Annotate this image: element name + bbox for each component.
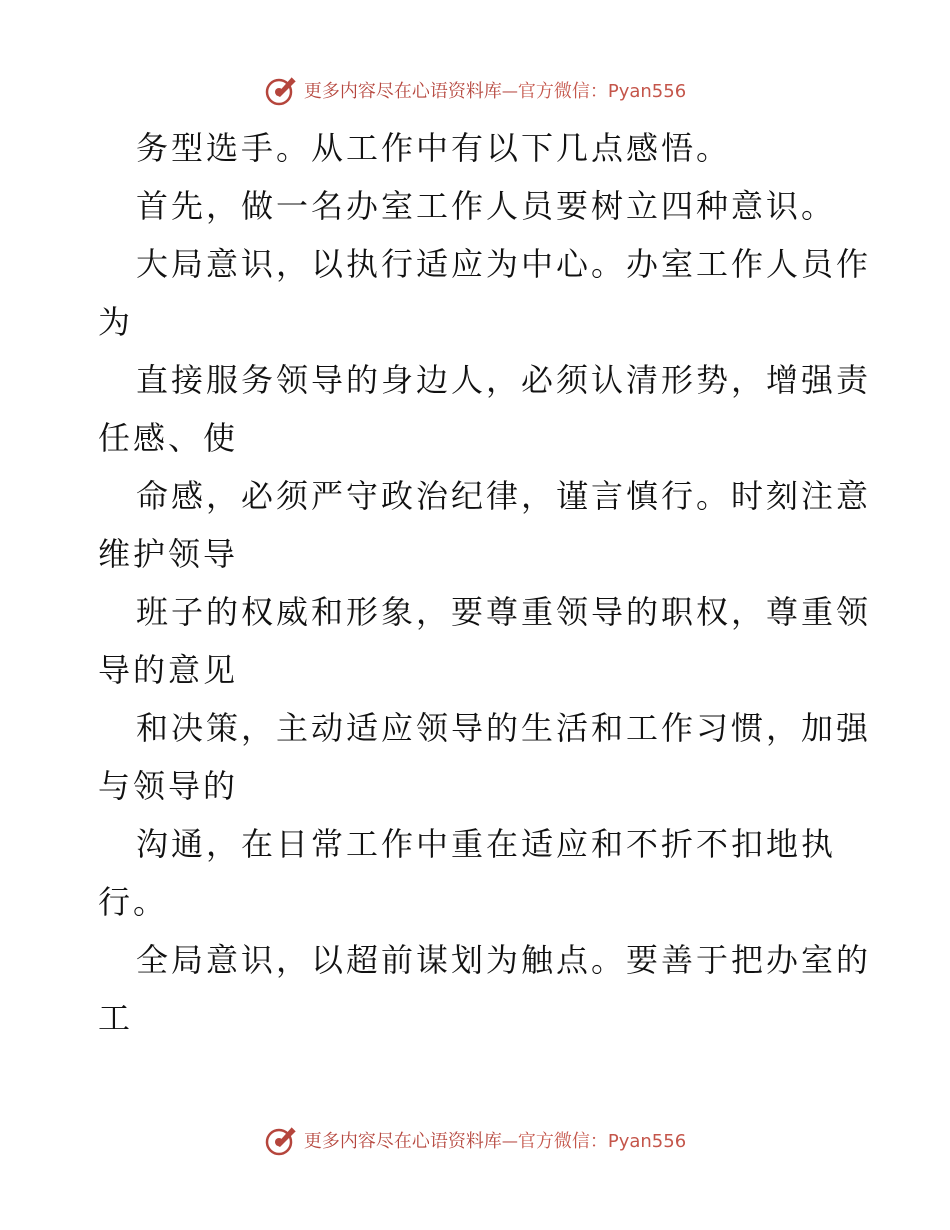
text-line: 命感，必须严守政治纪律，谨言慎行。时刻注意 xyxy=(136,477,872,515)
banner-contact-text: 官方微信：Pyan556 xyxy=(517,81,687,102)
text-line: 维护领导 xyxy=(98,535,239,573)
footer-banner xyxy=(0,1120,950,1160)
text-line: 大局意识，以执行适应为中心。办室工作人员作 xyxy=(136,245,872,283)
banner-separator: — xyxy=(501,80,518,100)
text-line: 班子的权威和形象，要尊重领导的职权，尊重领 xyxy=(136,593,872,631)
banner-site-text: 更多内容尽在心语资料库 xyxy=(303,1131,502,1152)
header-banner xyxy=(0,70,950,110)
text-line: 任感、使 xyxy=(98,419,239,457)
banner-contact-text: 官方微信：Pyan556 xyxy=(517,1131,687,1152)
text-line: 全局意识，以超前谋划为触点。要善于把办室的 xyxy=(136,941,872,979)
text-line: 务型选手。从工作中有以下几点感悟。 xyxy=(136,129,732,167)
text-line: 行。 xyxy=(98,883,169,921)
text-line: 和决策，主动适应领导的生活和工作习惯，加强 xyxy=(136,709,872,747)
text-line: 沟通，在日常工作中重在适应和不折不扣地执 xyxy=(136,825,837,863)
text-line: 工 xyxy=(98,999,134,1037)
text-line: 直接服务领导的身边人，必须认清形势，增强责 xyxy=(136,361,872,399)
banner-separator: — xyxy=(501,1130,518,1150)
pen-nib-seal-icon xyxy=(264,73,298,107)
text-line: 与领导的 xyxy=(98,767,239,805)
pen-nib-seal-icon xyxy=(264,1123,298,1157)
banner-site-text: 更多内容尽在心语资料库 xyxy=(303,81,502,102)
text-line: 导的意见 xyxy=(98,651,239,689)
text-line: 首先，做一名办室工作人员要树立四种意识。 xyxy=(136,187,837,225)
text-line: 为 xyxy=(98,303,134,341)
